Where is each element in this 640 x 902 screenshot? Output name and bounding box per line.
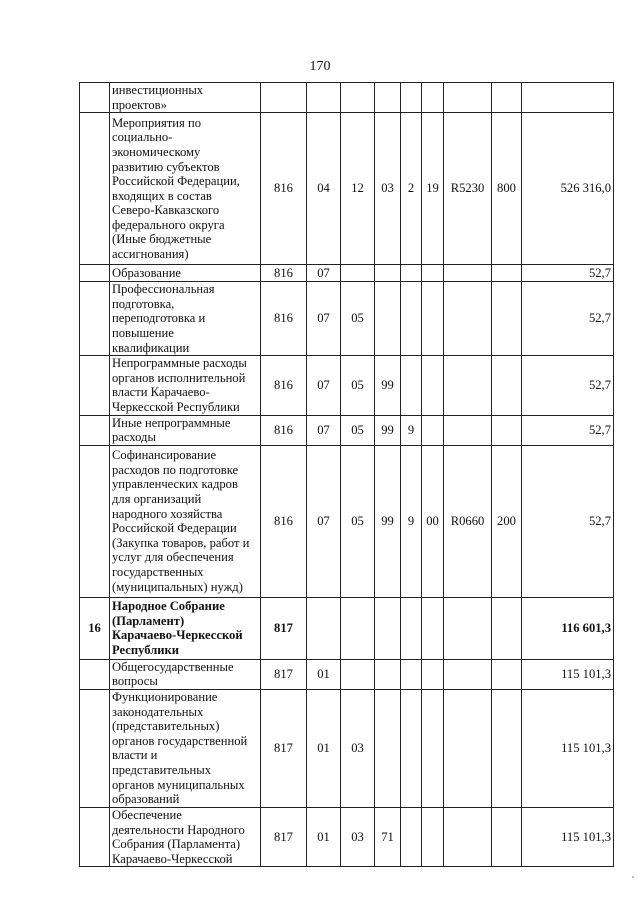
program-code-cell: 03	[375, 113, 401, 265]
expense-type-code-cell	[492, 83, 522, 113]
subprogram-code-cell	[401, 597, 422, 659]
ved-code-cell: 816	[261, 113, 307, 265]
table-row	[80, 659, 614, 689]
table-row	[80, 445, 614, 597]
subsection-code-cell: 05	[341, 282, 375, 356]
row-number-cell	[80, 415, 110, 445]
budget-table	[79, 82, 614, 867]
ved-code-cell: 816	[261, 415, 307, 445]
ved-code-cell: 816	[261, 265, 307, 282]
row-number-cell	[80, 689, 110, 807]
ved-code-cell	[261, 83, 307, 113]
ved-code-cell: 817	[261, 807, 307, 866]
ved-code-cell: 816	[261, 356, 307, 415]
section-code-cell: 01	[307, 807, 341, 866]
row-number-cell	[80, 113, 110, 265]
subsection-code-cell: 03	[341, 807, 375, 866]
row-name-cell: Обеспечение деятельности Народного Собрания (Парламента) Карачаево-Черкесской	[110, 807, 261, 866]
table-row	[80, 415, 614, 445]
section-code-cell	[307, 83, 341, 113]
row-name-cell: Профессиональная подготовка, переподготовка и повышение квалификации	[110, 282, 261, 356]
amount-cell: 115 101,3	[522, 659, 614, 689]
direction-code-cell	[444, 265, 492, 282]
row-name-cell: Мероприятия по социально- экономическому развитию субъектов Российской Федерации, входящих в состав Северо-Кавказского федерального округа (Иные бюджетные ассигнования)	[110, 113, 261, 265]
table-row	[80, 282, 614, 356]
expense-type-code-cell	[492, 659, 522, 689]
row-name-cell: Софинансирование расходов по подготовке управленческих кадров для организаций народного хозяйства Российской Федерации (Закупка товаров, работ и услуг для обеспечения государственных (муниципальных) нужд)	[110, 445, 261, 597]
ved-code-cell: 817	[261, 659, 307, 689]
section-code-cell: 07	[307, 445, 341, 597]
main-event-code-cell	[422, 415, 444, 445]
table-row	[80, 265, 614, 282]
subsection-code-cell: 12	[341, 113, 375, 265]
direction-code-cell	[444, 659, 492, 689]
table-row	[80, 689, 614, 807]
direction-code-cell	[444, 415, 492, 445]
table-row	[80, 597, 614, 659]
ved-code-cell: 817	[261, 689, 307, 807]
expense-type-code-cell	[492, 356, 522, 415]
program-code-cell	[375, 689, 401, 807]
program-code-cell	[375, 597, 401, 659]
row-number-cell	[80, 83, 110, 113]
subprogram-code-cell	[401, 83, 422, 113]
expense-type-code-cell: 800	[492, 113, 522, 265]
amount-cell: 116 601,3	[522, 597, 614, 659]
expense-type-code-cell	[492, 689, 522, 807]
section-code-cell: 07	[307, 282, 341, 356]
row-name-cell: Общегосударственные вопросы	[110, 659, 261, 689]
section-code-cell: 01	[307, 659, 341, 689]
direction-code-cell: R5230	[444, 113, 492, 265]
table-row	[80, 113, 614, 265]
section-code-cell: 01	[307, 689, 341, 807]
scan-speck	[632, 876, 634, 878]
main-event-code-cell	[422, 597, 444, 659]
amount-cell: 52,7	[522, 415, 614, 445]
ved-code-cell: 817	[261, 597, 307, 659]
program-code-cell: 99	[375, 415, 401, 445]
table-row	[80, 83, 614, 113]
direction-code-cell	[444, 356, 492, 415]
row-name-cell: Иные непрограммные расходы	[110, 415, 261, 445]
program-code-cell	[375, 265, 401, 282]
program-code-cell	[375, 282, 401, 356]
program-code-cell: 71	[375, 807, 401, 866]
amount-cell: 52,7	[522, 265, 614, 282]
subprogram-code-cell: 9	[401, 415, 422, 445]
subsection-code-cell	[341, 659, 375, 689]
table-row	[80, 807, 614, 866]
main-event-code-cell	[422, 807, 444, 866]
expense-type-code-cell	[492, 265, 522, 282]
subprogram-code-cell	[401, 659, 422, 689]
subprogram-code-cell: 2	[401, 113, 422, 265]
row-number-cell	[80, 445, 110, 597]
main-event-code-cell	[422, 356, 444, 415]
subsection-code-cell: 05	[341, 356, 375, 415]
program-code-cell: 99	[375, 356, 401, 415]
amount-cell: 52,7	[522, 282, 614, 356]
subsection-code-cell	[341, 83, 375, 113]
amount-cell: 115 101,3	[522, 689, 614, 807]
section-code-cell: 07	[307, 415, 341, 445]
row-number-cell	[80, 659, 110, 689]
row-name-cell: инвестиционных проектов»	[110, 83, 261, 113]
row-name-cell: Образование	[110, 265, 261, 282]
subprogram-code-cell	[401, 689, 422, 807]
main-event-code-cell: 19	[422, 113, 444, 265]
direction-code-cell	[444, 83, 492, 113]
row-number-cell	[80, 807, 110, 866]
row-number-cell: 16	[80, 597, 110, 659]
direction-code-cell	[444, 282, 492, 356]
subsection-code-cell	[341, 597, 375, 659]
program-code-cell: 99	[375, 445, 401, 597]
main-event-code-cell	[422, 265, 444, 282]
expense-type-code-cell	[492, 415, 522, 445]
subprogram-code-cell: 9	[401, 445, 422, 597]
table-row	[80, 356, 614, 415]
main-event-code-cell	[422, 282, 444, 356]
main-event-code-cell	[422, 659, 444, 689]
subprogram-code-cell	[401, 356, 422, 415]
main-event-code-cell: 00	[422, 445, 444, 597]
row-number-cell	[80, 282, 110, 356]
subprogram-code-cell	[401, 265, 422, 282]
amount-cell	[522, 83, 614, 113]
row-name-cell: Народное Собрание (Парламент) Карачаево-Черкесской Республики	[110, 597, 261, 659]
expense-type-code-cell	[492, 807, 522, 866]
subsection-code-cell	[341, 265, 375, 282]
program-code-cell	[375, 659, 401, 689]
main-event-code-cell	[422, 689, 444, 807]
amount-cell: 526 316,0	[522, 113, 614, 265]
ved-code-cell: 816	[261, 282, 307, 356]
section-code-cell: 07	[307, 265, 341, 282]
amount-cell: 52,7	[522, 445, 614, 597]
subsection-code-cell: 05	[341, 445, 375, 597]
main-event-code-cell	[422, 83, 444, 113]
subprogram-code-cell	[401, 807, 422, 866]
program-code-cell	[375, 83, 401, 113]
row-name-cell: Непрограммные расходы органов исполнительной власти Карачаево- Черкесской Республики	[110, 356, 261, 415]
expense-type-code-cell	[492, 597, 522, 659]
row-number-cell	[80, 356, 110, 415]
section-code-cell: 07	[307, 356, 341, 415]
subprogram-code-cell	[401, 282, 422, 356]
row-number-cell	[80, 265, 110, 282]
subsection-code-cell: 05	[341, 415, 375, 445]
subsection-code-cell: 03	[341, 689, 375, 807]
expense-type-code-cell: 200	[492, 445, 522, 597]
direction-code-cell	[444, 689, 492, 807]
amount-cell: 52,7	[522, 356, 614, 415]
section-code-cell	[307, 597, 341, 659]
direction-code-cell: R0660	[444, 445, 492, 597]
amount-cell: 115 101,3	[522, 807, 614, 866]
section-code-cell: 04	[307, 113, 341, 265]
row-name-cell: Функционирование законодательных (представительных) органов государственной власти и представительных органов муниципальных образований	[110, 689, 261, 807]
expense-type-code-cell	[492, 282, 522, 356]
direction-code-cell	[444, 807, 492, 866]
ved-code-cell: 816	[261, 445, 307, 597]
direction-code-cell	[444, 597, 492, 659]
page-number: 170	[309, 59, 331, 74]
